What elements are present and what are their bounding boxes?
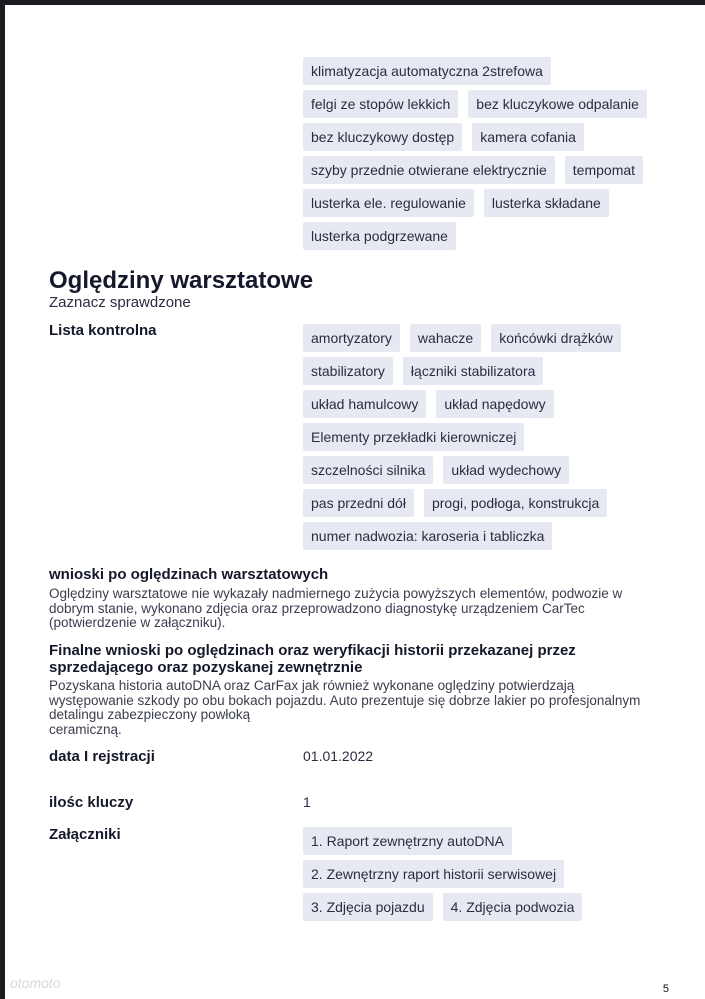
feature-chip[interactable]: felgi ze stopów lekkich: [303, 90, 458, 118]
checklist-label: Lista kontrolna: [49, 322, 157, 339]
attachment-link[interactable]: 1. Raport zewnętrzny autoDNA: [303, 827, 512, 855]
attachments-list: [303, 827, 583, 921]
final-conclusions-text: [49, 679, 659, 737]
registration-value: 01.01.2022: [303, 748, 374, 764]
feature-chip[interactable]: klimatyzacja automatyczna 2strefowa: [303, 57, 551, 85]
checklist-chip[interactable]: łączniki stabilizatora: [403, 357, 544, 385]
conclusions-title: wnioski po oględzinach warsztatowych: [49, 566, 329, 583]
feature-chip[interactable]: lusterka podgrzewane: [303, 222, 456, 250]
checklist-chip[interactable]: układ hamulcowy: [303, 390, 426, 418]
watermark: otomoto: [10, 975, 61, 991]
final-conclusions-title: Finalne wnioski po oględzinach oraz weryfikacji historii przekazanej przez sprzedającego oraz pozyskanej zewnętrznie: [49, 642, 576, 676]
page-number: 5: [662, 983, 669, 995]
attachments-label: Załączniki: [49, 826, 121, 843]
feature-chip[interactable]: lusterka ele. regulowanie: [303, 189, 474, 217]
attachment-link[interactable]: 3. Zdjęcia pojazdu: [303, 893, 433, 921]
feature-chip[interactable]: bez kluczykowy dostęp: [303, 123, 462, 151]
checklist-chip[interactable]: szczelności silnika: [303, 456, 433, 484]
feature-chip[interactable]: szyby przednie otwierane elektrycznie: [303, 156, 555, 184]
checklist-chip[interactable]: stabilizatory: [303, 357, 393, 385]
checklist-chip[interactable]: końcówki drążków: [491, 324, 621, 352]
section-subtitle: Zaznacz sprawdzone: [49, 294, 191, 311]
checklist-chip[interactable]: numer nadwozia: karoseria i tabliczka: [303, 522, 552, 550]
feature-chip[interactable]: lusterka składane: [484, 189, 609, 217]
checklist-chip[interactable]: układ wydechowy: [443, 456, 569, 484]
checklist-chip[interactable]: progi, podłoga, konstrukcja: [424, 489, 607, 517]
document-page: [5, 5, 705, 999]
keys-value: 1: [303, 794, 311, 810]
feature-chip[interactable]: kamera cofania: [472, 123, 584, 151]
checklist-chip[interactable]: amortyzatory: [303, 324, 400, 352]
feature-chip[interactable]: tempomat: [565, 156, 643, 184]
section-title: Oględziny warsztatowe: [49, 267, 314, 294]
checklist-chip[interactable]: wahacze: [410, 324, 481, 352]
conclusions-text: Oględziny warsztatowe nie wykazały nadmiernego zużycia powyższych elementów, podwozie w dobrym stanie, wykonano zdjęcia oraz przeprowadzono diagnostykę urządzeniem CarTec (potwierdzenie w załączniku).: [49, 586, 623, 630]
checklist-chip[interactable]: układ napędowy: [436, 390, 553, 418]
attachment-link[interactable]: 4. Zdjęcia podwozia: [443, 893, 583, 921]
checklist: [303, 324, 658, 550]
final-conclusions-body-end: ceramiczną.: [49, 721, 122, 737]
registration-label: data I rejstracji: [49, 748, 155, 765]
feature-chip[interactable]: bez kluczykowe odpalanie: [468, 90, 647, 118]
attachment-link[interactable]: 2. Zewnętrzny raport historii serwisowej: [303, 860, 564, 888]
features-list: [303, 57, 663, 250]
final-conclusions-body: Pozyskana historia autoDNA oraz CarFax jak również wykonane oględziny potwierdzają występowanie szkody po obu bokach pojazdu. Auto prezentuje się dobrze lakier po profesjonalnym detalingu zabezpieczony powłoką: [49, 678, 641, 722]
checklist-chip[interactable]: Elementy przekładki kierowniczej: [303, 423, 524, 451]
checklist-chip[interactable]: pas przedni dół: [303, 489, 414, 517]
keys-label: ilośc kluczy: [49, 794, 134, 811]
